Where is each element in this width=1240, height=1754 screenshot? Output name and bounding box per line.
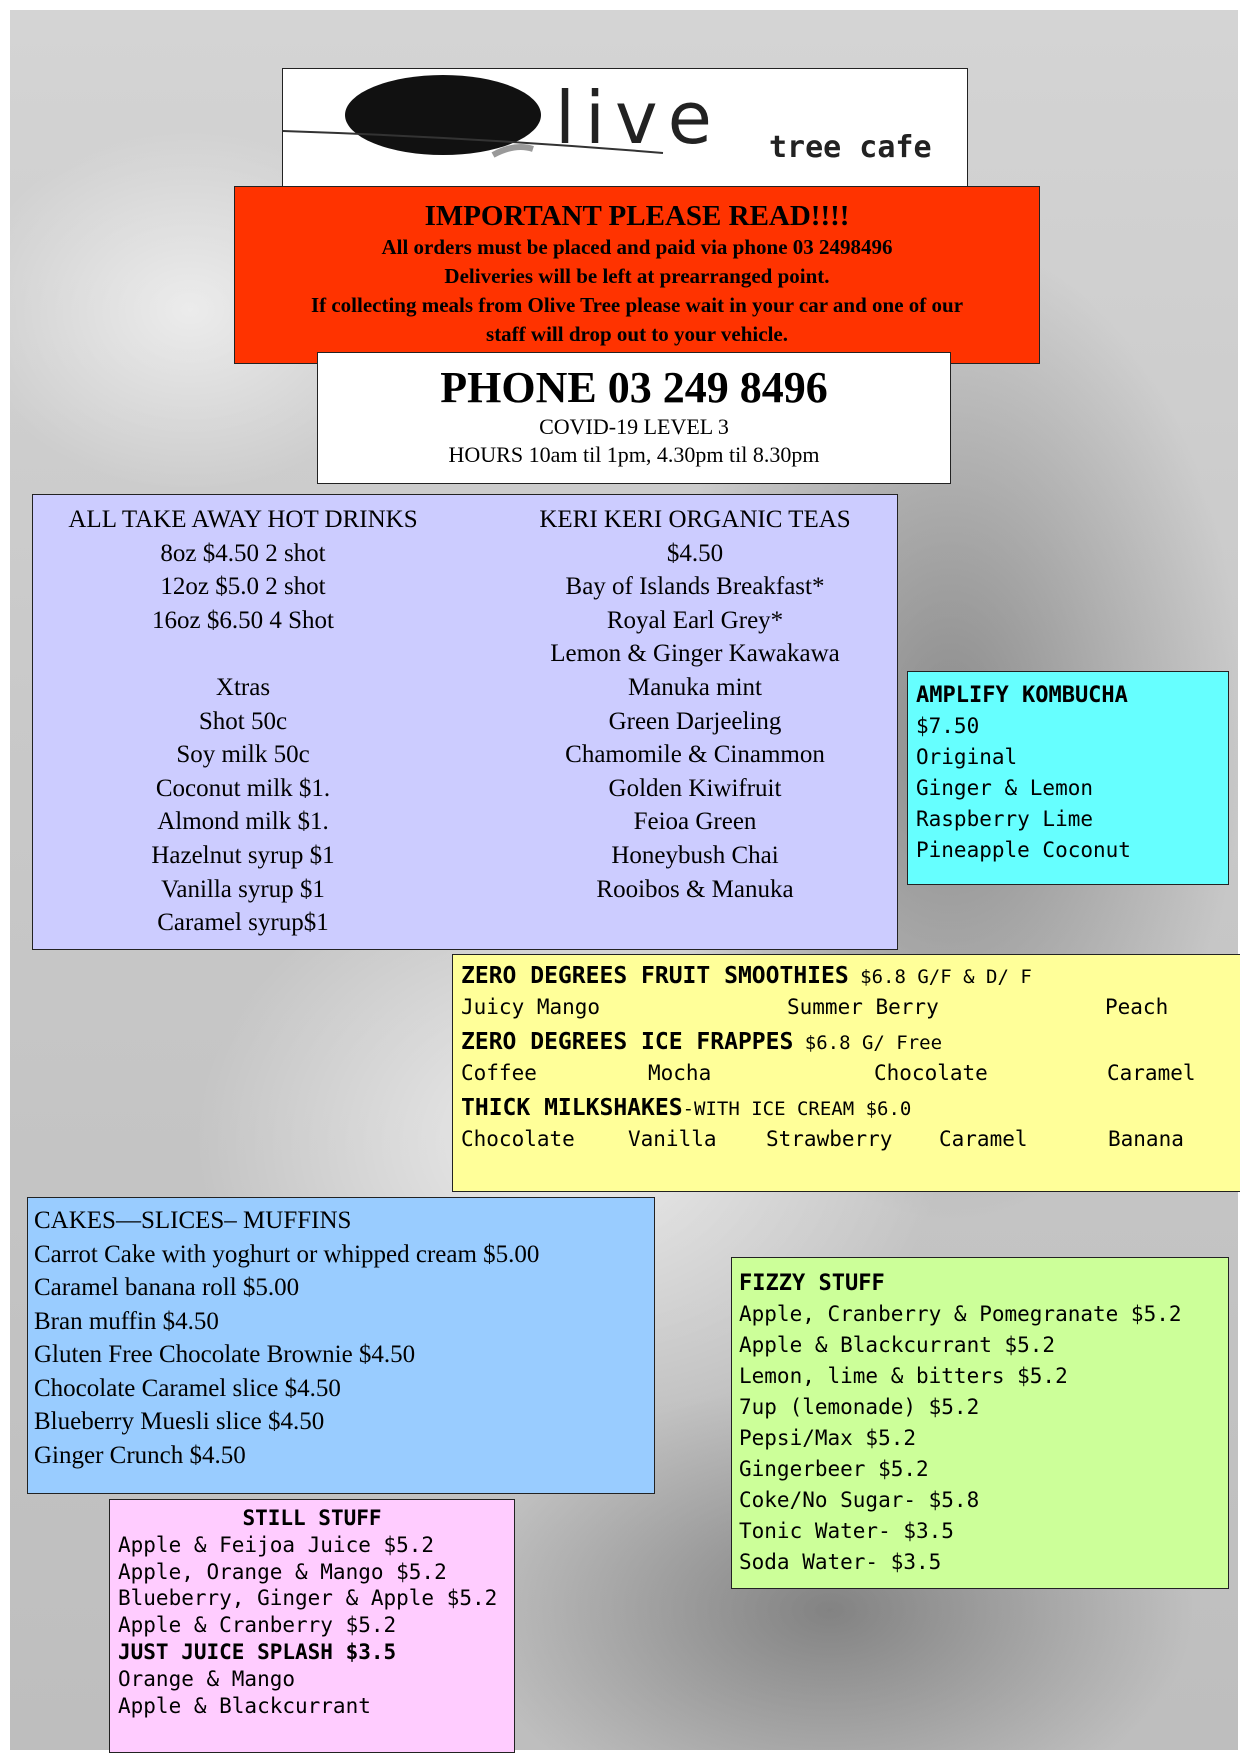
frappe-item: Caramel: [1107, 1061, 1196, 1085]
fizzy-title: FIZZY STUFF: [739, 1271, 885, 1296]
phone-number: PHONE 03 249 8496: [440, 363, 828, 412]
fizzy-item: Apple, Cranberry & Pomegranate $5.2: [739, 1302, 1182, 1326]
hot-drink-size: 8oz $4.50 2 shot: [160, 539, 326, 567]
tea-item: Green Darjeeling: [608, 707, 782, 735]
hot-drinks-column: [33, 503, 453, 940]
hot-drinks-section: [32, 494, 898, 950]
frappe-item: Mocha: [648, 1061, 712, 1085]
smoothies-note: $6.8 G/F & D/ F: [848, 966, 1032, 988]
important-line: Deliveries will be left at prearranged point.: [444, 264, 830, 288]
important-line: If collecting meals from Olive Tree please wait in your car and one of our: [310, 293, 964, 317]
splash-title: JUST JUICE SPLASH $3.5: [118, 1639, 397, 1664]
cake-item: Blueberry Muesli slice $4.50: [34, 1408, 325, 1435]
fizzy-item: 7up (lemonade) $5.2: [739, 1395, 980, 1419]
tea-item: Royal Earl Grey*: [606, 606, 784, 634]
teas-column: [465, 503, 925, 906]
olive-logo-graphic: [283, 69, 968, 188]
fizzy-item: Lemon, lime & bitters $5.2: [739, 1364, 1068, 1388]
milkshake-item: Caramel: [939, 1127, 1028, 1151]
kombucha-price: $7.50: [916, 714, 980, 738]
frappe-item: Coffee: [461, 1061, 537, 1085]
smoothies-title: ZERO DEGREES FRUIT SMOOTHIES: [461, 963, 849, 989]
milkshake-item: Banana: [1108, 1127, 1184, 1151]
fizzy-section: [731, 1257, 1229, 1589]
fizzy-item: Apple & Blackcurrant $5.2: [739, 1333, 1056, 1357]
still-item: Apple & Feijoa Juice $5.2: [118, 1532, 435, 1557]
important-line: staff will drop out to your vehicle.: [486, 322, 788, 346]
xtra-item: Vanilla syrup $1: [161, 875, 325, 903]
still-item: Apple, Orange & Mango $5.2: [118, 1559, 447, 1584]
frappes-heading: [461, 1029, 942, 1055]
cake-item: Gluten Free Chocolate Brownie $4.50: [34, 1341, 416, 1368]
frappes-note: $6.8 G/ Free: [793, 1032, 943, 1054]
cake-item: Chocolate Caramel slice $4.50: [34, 1374, 341, 1402]
hot-drink-size: 12oz $5.0 2 shot: [160, 573, 326, 601]
logo-sub-text: tree cafe: [769, 130, 932, 165]
milkshake-item: Strawberry: [766, 1127, 893, 1151]
kombucha-item: Raspberry Lime: [916, 807, 1094, 831]
milkshakes-title: THICK MILKSHAKES: [461, 1095, 683, 1121]
cake-item: Ginger Crunch $4.50: [34, 1441, 246, 1469]
teas-price: $4.50: [666, 539, 724, 567]
covid-level: COVID-19 LEVEL 3: [539, 414, 729, 439]
fizzy-item: Pepsi/Max $5.2: [739, 1426, 917, 1450]
tea-item: Rooibos & Manuka: [596, 875, 794, 903]
tea-item: Honeybush Chai: [611, 841, 779, 869]
xtras-title: Xtras: [215, 673, 271, 701]
milkshake-item: Vanilla: [628, 1127, 717, 1151]
kombucha-title: AMPLIFY KOMBUCHA: [916, 683, 1128, 708]
xtra-item: Hazelnut syrup $1: [151, 841, 335, 869]
kombucha-item: Ginger & Lemon: [916, 776, 1094, 800]
hot-drinks-title: ALL TAKE AWAY HOT DRINKS: [68, 506, 418, 533]
tea-item: Bay of Islands Breakfast*: [565, 573, 825, 601]
fizzy-item: Coke/No Sugar- $5.8: [739, 1488, 980, 1512]
fizzy-item: Gingerbeer $5.2: [739, 1457, 929, 1481]
tea-item: Golden Kiwifruit: [608, 774, 782, 802]
still-section: [109, 1499, 515, 1753]
milkshakes-note: -WITH ICE CREAM $6.0: [682, 1098, 912, 1120]
xtra-item: Shot 50c: [198, 707, 288, 735]
contact-box: [317, 352, 951, 484]
still-item: Blueberry, Ginger & Apple $5.2: [118, 1586, 498, 1611]
smoothies-heading: [461, 963, 1032, 989]
hot-drink-size: 16oz $6.50 4 Shot: [152, 606, 334, 634]
fizzy-item: Soda Water- $3.5: [739, 1550, 942, 1574]
xtra-item: Almond milk $1.: [157, 808, 329, 836]
smoothie-item: Juicy Mango: [461, 995, 601, 1019]
tea-item: Manuka mint: [627, 673, 762, 701]
tea-item: Feioa Green: [633, 808, 757, 836]
cafe-logo: [282, 68, 968, 188]
cake-item: Caramel banana roll $5.00: [34, 1274, 300, 1301]
frappe-item: Chocolate: [874, 1061, 988, 1085]
menu-page: [10, 10, 1238, 1750]
kombucha-item: Pineapple Coconut: [916, 838, 1131, 862]
logo-main-text: live: [555, 76, 722, 160]
cold-drinks-section: [452, 954, 1240, 1192]
important-line: All orders must be placed and paid via phone 03 2498496: [381, 235, 893, 259]
xtra-item: Caramel syrup$1: [157, 909, 329, 937]
kombucha-item: Original: [916, 745, 1018, 769]
milkshakes-heading: [461, 1095, 911, 1121]
cake-item: Bran muffin $4.50: [34, 1307, 219, 1335]
still-title: STILL STUFF: [242, 1506, 382, 1530]
kombucha-section: [907, 671, 1229, 885]
splash-item: Orange & Mango: [118, 1666, 296, 1691]
frappes-title: ZERO DEGREES ICE FRAPPES: [461, 1029, 794, 1055]
tea-item: Chamomile & Cinammon: [565, 741, 825, 769]
still-item: Apple & Cranberry $5.2: [118, 1613, 397, 1638]
cakes-section: [27, 1197, 655, 1494]
xtra-item: Soy milk 50c: [176, 741, 310, 769]
cake-item: Carrot Cake with yoghurt or whipped cream $5.00: [34, 1240, 540, 1268]
smoothie-item: Peach: [1105, 995, 1169, 1019]
important-notice: [234, 186, 1040, 364]
opening-hours: HOURS 10am til 1pm, 4.30pm til 8.30pm: [448, 442, 820, 467]
cakes-title: CAKES—SLICES– MUFFINS: [34, 1207, 352, 1234]
xtra-item: Coconut milk $1.: [155, 774, 331, 802]
important-heading: IMPORTANT PLEASE READ!!!!: [424, 200, 850, 232]
teas-title: KERI KERI ORGANIC TEAS: [539, 506, 851, 533]
tea-item: Lemon & Ginger Kawakawa: [550, 640, 840, 668]
fizzy-item: Tonic Water- $3.5: [739, 1519, 954, 1543]
milkshake-item: Chocolate: [461, 1127, 575, 1151]
smoothie-item: Summer Berry: [787, 995, 939, 1019]
splash-item: Apple & Blackcurrant: [118, 1693, 371, 1718]
